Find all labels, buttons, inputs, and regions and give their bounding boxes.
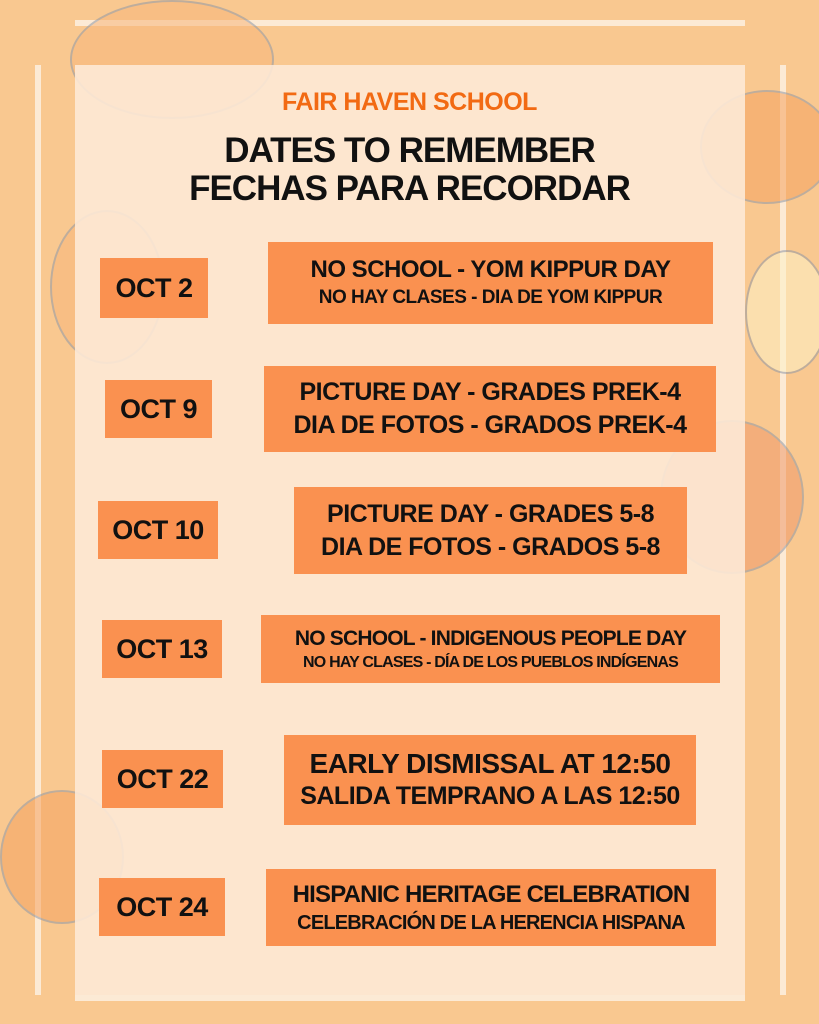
event-box <box>261 615 720 683</box>
date-label: OCT 2 <box>115 272 193 303</box>
event-title-en: NO SCHOOL - YOM KIPPUR DAY <box>310 256 671 283</box>
date-badge <box>99 878 225 936</box>
event-title-es: NO HAY CLASES - DIA DE YOM KIPPUR <box>318 287 663 308</box>
event-box <box>266 869 716 946</box>
event-title-en: EARLY DISMISSAL AT 12:50 <box>309 748 671 779</box>
school-name: FAIR HAVEN SCHOOL <box>282 88 537 116</box>
date-badge <box>98 501 218 559</box>
event-box <box>294 487 687 574</box>
date-label: OCT 10 <box>112 514 204 545</box>
frame-rail-bottom <box>75 995 745 1001</box>
title-spanish: FECHAS PARA RECORDAR <box>189 169 630 208</box>
date-badge <box>102 750 223 808</box>
date-badge <box>100 258 208 318</box>
event-title-es: DIA DE FOTOS - GRADOS PREK-4 <box>293 411 687 439</box>
date-label: OCT 24 <box>116 891 208 922</box>
event-title-en: HISPANIC HERITAGE CELEBRATION <box>292 880 690 908</box>
date-label: OCT 9 <box>119 393 197 424</box>
event-title-en: PICTURE DAY - GRADES 5-8 <box>327 499 654 528</box>
event-box <box>268 242 713 324</box>
event-box <box>284 735 696 825</box>
event-title-es: SALIDA TEMPRANO A LAS 12:50 <box>300 782 680 810</box>
date-badge <box>105 380 212 438</box>
leaf-icon <box>745 250 819 374</box>
date-label: OCT 13 <box>116 633 208 664</box>
event-title-es: CELEBRACIÓN DE LA HERENCIA HISPANA <box>297 911 685 934</box>
date-badge <box>102 620 222 678</box>
event-box <box>264 366 716 452</box>
date-label: OCT 22 <box>116 763 209 794</box>
event-title-es: NO HAY CLASES - DÍA DE LOS PUEBLOS INDÍGENAS <box>303 653 678 671</box>
event-title-es: DIA DE FOTOS - GRADOS 5-8 <box>321 532 660 561</box>
title-english: DATES TO REMEMBER <box>224 131 595 170</box>
event-title-en: PICTURE DAY - GRADES PREK-4 <box>299 378 681 406</box>
event-title-en: NO SCHOOL - INDIGENOUS PEOPLE DAY <box>294 626 687 650</box>
